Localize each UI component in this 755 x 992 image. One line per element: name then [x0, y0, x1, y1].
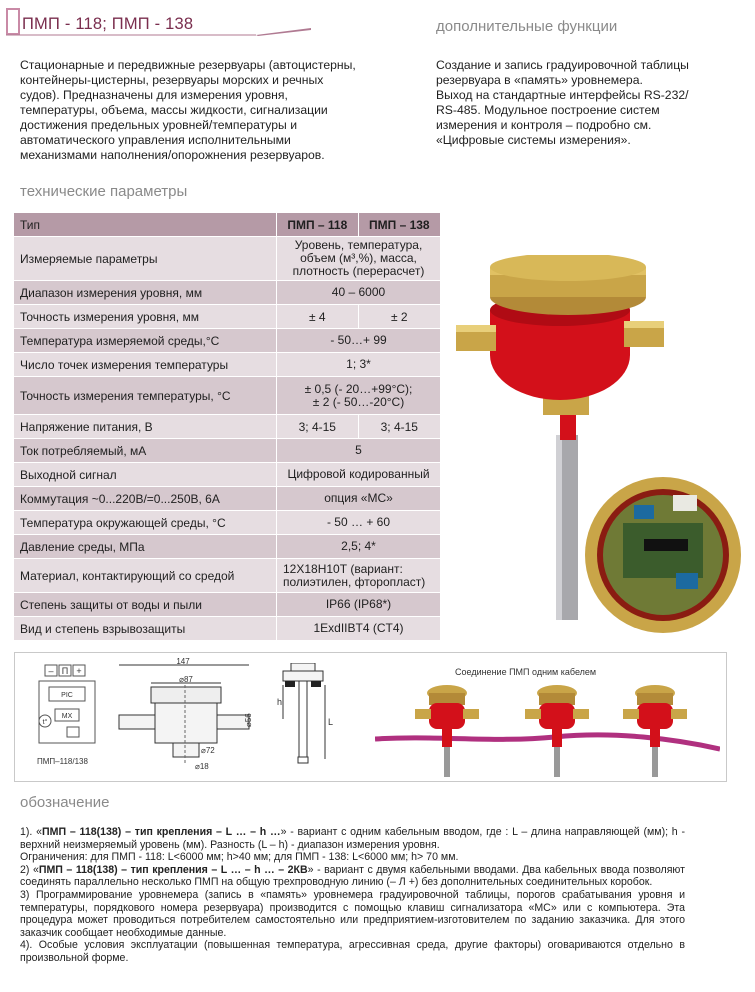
connection-caption: Соединение ПМП одним кабелем: [455, 667, 597, 677]
param-value-cell: - 50…+ 99: [277, 329, 441, 353]
param-label-cell: Вид и степень взрывозащиты: [14, 617, 277, 641]
intro-line: Стационарные и передвижные резервуары (автоцистерны,: [20, 58, 356, 72]
intro-line: механизмами наполнения/опорожнения резервуаров.: [20, 148, 325, 162]
schematic-p-label: П: [61, 666, 69, 676]
param-label-cell: Выходной сигнал: [14, 463, 277, 487]
gauge-unit: [525, 685, 589, 777]
schematic-minus-label: –: [48, 666, 54, 676]
table-row: [14, 377, 441, 415]
param-label-cell: Температура измеряемой среды,°C: [14, 329, 277, 353]
intro-line: достижения предельных уровней/температуры и: [20, 118, 297, 132]
param-label-cell: Степень защиты от воды и пыли: [14, 593, 277, 617]
header-type-cell: Тип: [14, 213, 277, 237]
param-value-118: ± 4: [277, 305, 359, 329]
note-1-limits: Ограничения: для ПМП - 118: L<6000 мм; h>40 мм; для ПМП - 138: L<6000 мм; h> 70 мм.: [20, 851, 459, 864]
param-value-cell: - 50 … + 60: [277, 511, 441, 535]
param-label-cell: Измеряемые параметры: [14, 237, 277, 281]
param-value-cell: 1ExdIIBT4 (CT4): [277, 617, 441, 641]
table-row: [14, 305, 441, 329]
level-gauge-photo: [448, 255, 748, 635]
table-row: [14, 439, 441, 463]
table-row: [14, 487, 441, 511]
spec-table: [13, 212, 441, 641]
param-label-cell: Точность измерения температуры, °C: [14, 377, 277, 415]
dim-147-label: 147: [176, 657, 190, 666]
param-label-cell: Ток потребляемый, мА: [14, 439, 277, 463]
tech-params-heading: технические параметры: [20, 183, 188, 200]
intro-line: контейнеры-цистерны, резервуары морских и речных: [20, 73, 324, 87]
param-value-cell: 40 – 6000: [277, 281, 441, 305]
schematic-mx-label: MX: [61, 713, 73, 720]
dim-72-label: ⌀72: [201, 746, 215, 755]
param-value-cell: ± 0,5 (- 20…+99°C); ± 2 (- 50…-20°C): [277, 377, 441, 415]
gauge-unit: [623, 685, 687, 777]
table-header-row: [14, 213, 441, 237]
param-value-cell: 12Х18Н10Т (вариант: полиэтилен, фторопласт): [277, 559, 441, 593]
header-model-118: ПМП – 118: [277, 213, 359, 237]
table-row: [14, 463, 441, 487]
page-title: ПМП - 118; ПМП - 138: [22, 15, 194, 33]
extra-line: «Цифровые системы измерения».: [436, 133, 631, 147]
dim-L-label: L: [328, 717, 334, 727]
param-value-cell: 5: [277, 439, 441, 463]
cable-connection-figure: [375, 683, 720, 777]
dimension-diagram-panel: [14, 652, 727, 782]
extra-line: RS-485. Модульное построение систем: [436, 103, 660, 117]
param-value-cell: Цифровой кодированный: [277, 463, 441, 487]
param-value-118: 3; 4-15: [277, 415, 359, 439]
param-label-cell: Коммутация ~0...220В/=0...250В, 6А: [14, 487, 277, 511]
intro-line: температуры, объема, массы жидкости, сигнализации: [20, 103, 328, 117]
param-label-cell: Диапазон измерения уровня, мм: [14, 281, 277, 305]
note-1: 1). «ПМП – 118(138) – тип крепления – L … – h …» - вариант с одним кабельным вводом, где : L – длина направляющей (мм); h - верхний неизмеряемый уровень (мм). Разность (L – h) - диапазон измерения уровня.: [20, 826, 685, 851]
note-2: 2) «ПМП – 118(138) – тип крепления – L … – h … – 2КВ» - вариант с двумя кабельными вводами. Два кабельных ввода позволяют соединять параллельно несколько ПМП на общую трехпроводную линию (– Л +) без дополнительных соединительных коробок.: [20, 863, 685, 889]
table-row: [14, 535, 441, 559]
table-row: [14, 617, 441, 641]
header-model-138: ПМП – 138: [358, 213, 440, 237]
param-value-cell: опция «МС»: [277, 487, 441, 511]
dim-h-label: h: [277, 697, 283, 707]
param-value-cell: Уровень, температура, объем (м³,%), масса, плотность (перерасчет): [277, 237, 441, 281]
param-label-cell: Напряжение питания, В: [14, 415, 277, 439]
wiring-schematic: [25, 663, 105, 763]
designation-notes: [20, 826, 685, 965]
param-value-cell: 2,5; 4*: [277, 535, 441, 559]
gauge-unit: [415, 685, 479, 777]
table-row: [14, 237, 441, 281]
probe-dimension-drawing: [265, 663, 345, 777]
table-row: [14, 511, 441, 535]
param-label-cell: Материал, контактирующий со средой: [14, 559, 277, 593]
table-row: [14, 593, 441, 617]
table-row: [14, 281, 441, 305]
schematic-t-label: t°: [42, 719, 48, 726]
designation-heading: обозначение: [20, 794, 110, 811]
schematic-pic-label: PIC: [61, 692, 73, 699]
dim-56-label: ⌀56: [244, 713, 253, 727]
schematic-caption: ПМП–118/138: [37, 757, 88, 766]
param-value-cell: 1; 3*: [277, 353, 441, 377]
param-value-138: ± 2: [358, 305, 440, 329]
intro-paragraph: [20, 58, 420, 163]
param-value-138: 3; 4-15: [358, 415, 440, 439]
intro-line: судов). Предназначены для измерения уровня,: [20, 88, 288, 102]
param-value-cell: IP66 (IP68*): [277, 593, 441, 617]
param-label-cell: Давление среды, МПа: [14, 535, 277, 559]
table-row: [14, 329, 441, 353]
intro-line: автоматического управления исполнительными: [20, 133, 291, 147]
note-3: 3) Программирование уровнемера (запись в «память» уровнемера градуировочной таблицы, порогов срабатывания уровня и температуры, порядкового номера резервуара) производится с помощью клавиш сигнализатора «МС» или с компьютера. Эта процедура может проводиться потребителем самостоятельно или предприятием-изготовителем по заданию заказчика. Для этого заказчик сообщает необходимые данные.: [20, 888, 685, 939]
table-row: [14, 415, 441, 439]
table-row: [14, 559, 441, 593]
table-row: [14, 353, 441, 377]
extra-line: измерения и контроля – подробно см.: [436, 118, 652, 132]
extra-functions-paragraph: [436, 58, 736, 148]
dim-18-label: ⌀18: [195, 762, 209, 771]
extra-line: Выход на стандартные интерфейсы RS-232/: [436, 88, 689, 102]
param-label-cell: Температура окружающей среды, °C: [14, 511, 277, 535]
header-rule: [6, 28, 316, 38]
housing-dimension-drawing: [111, 657, 261, 775]
schematic-plus-label: +: [76, 666, 82, 676]
dim-87-label: ⌀87: [179, 675, 193, 684]
extra-functions-heading: дополнительные функции: [436, 18, 618, 35]
param-label-cell: Точность измерения уровня, мм: [14, 305, 277, 329]
param-label-cell: Число точек измерения температуры: [14, 353, 277, 377]
extra-line: резервуара в «память» уровнемера.: [436, 73, 643, 87]
extra-line: Создание и запись градуировочной таблицы: [436, 58, 689, 72]
note-4: 4). Особые условия эксплуатации (повышенная температура, агрессивная среда, другие факторы) оговариваются отдельно в произвольной форме.: [20, 939, 685, 964]
